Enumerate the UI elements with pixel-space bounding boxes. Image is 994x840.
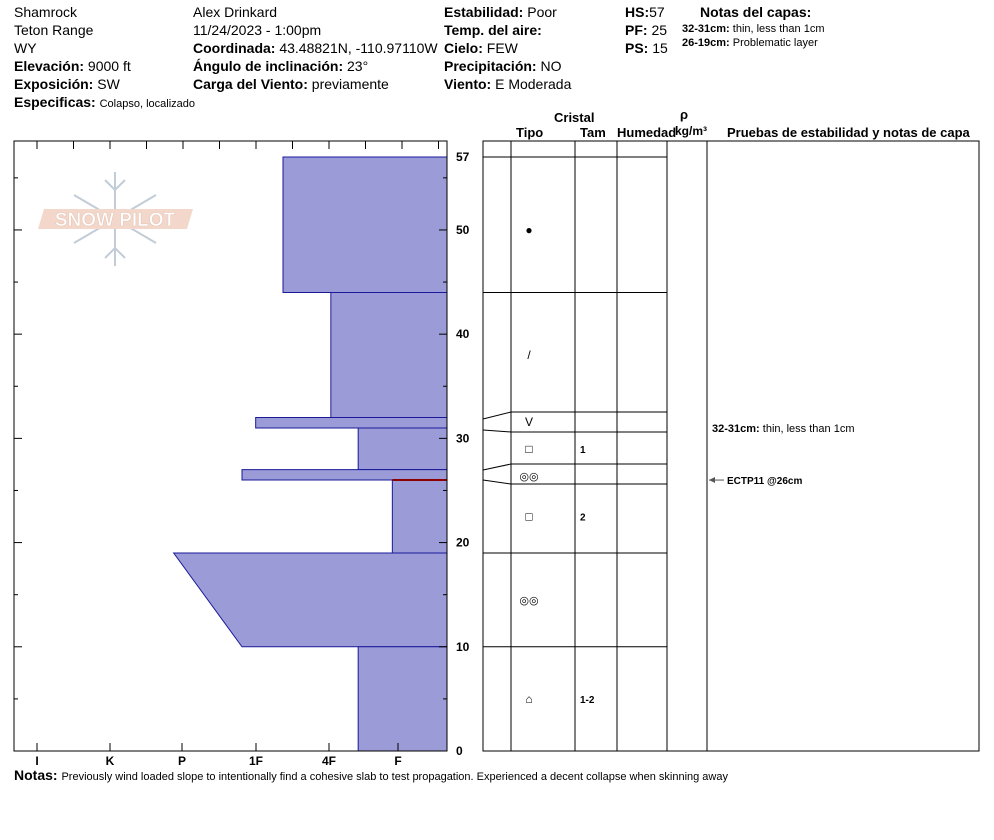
layer-3 [256, 418, 447, 428]
grain-type-8: ⌂ [525, 691, 533, 706]
aspect-value: SW [97, 76, 120, 92]
hardness-tick-label-K: K [105, 754, 115, 768]
slope-angle-label: Ángulo de inclinación: [193, 58, 344, 74]
coordinates-value: 43.48821N, -110.97110W [279, 40, 438, 56]
col-tipo-header: Tipo [516, 125, 544, 140]
depth-label-20: 20 [456, 535, 470, 550]
precipitation-value: NO [540, 58, 562, 74]
col-density-unit: kg/m³ [675, 124, 708, 138]
layer-2 [331, 292, 447, 417]
slope-angle-value: 23° [347, 58, 369, 74]
grain-type-4: □ [525, 442, 533, 456]
specifics-value: Colapso, localizado [99, 98, 195, 110]
aspect-label: Exposición: [14, 76, 94, 92]
col-density-symbol: ρ [680, 107, 689, 122]
grain-size-6: 2 [580, 512, 586, 524]
col-tests-header: Pruebas de estabilidad y notas de capa [727, 125, 970, 140]
state: WY [14, 40, 37, 56]
air-temp-label: Temp. del aire: [444, 22, 542, 38]
table-frame [483, 141, 979, 751]
grain-type-5: ◎◎ [519, 471, 539, 483]
wind-label: Viento: [444, 76, 492, 92]
depth-label-0: 0 [456, 744, 463, 758]
depth-label-30: 30 [456, 431, 470, 446]
hardness-tick-label-P: P [177, 754, 187, 768]
elevation-value: 9000 ft [87, 58, 131, 74]
col-tam-header: Tam [580, 125, 606, 140]
depth-label-10: 10 [456, 639, 470, 654]
layer-5 [242, 470, 447, 480]
wind-loading-value: previamente [311, 76, 389, 92]
grain-type-3: V [524, 415, 534, 429]
grain-type-6: □ [525, 509, 533, 524]
observer-name: Alex Drinkard [193, 4, 278, 20]
layer-notes-title: Notas del capas: [700, 4, 812, 20]
layer-7 [174, 553, 447, 647]
precipitation-label: Precipitación: [444, 58, 537, 74]
observation-datetime: 11/24/2023 - 1:00pm [193, 22, 322, 38]
layer-note-2-text: Problematic layer [732, 37, 818, 49]
hardness-tick-label-4F: 4F [321, 754, 337, 768]
layer-8 [358, 647, 447, 751]
layer-comment-text: thin, less than 1cm [762, 423, 855, 435]
hs-value: 57 [649, 4, 665, 20]
sky-label: Cielo: [444, 40, 483, 56]
stability-value: Poor [527, 4, 557, 20]
location-name: Shamrock [14, 4, 78, 20]
col-cristal-header: Cristal [554, 110, 595, 125]
test-arrowhead-1 [709, 477, 715, 483]
grain-type-2: / [527, 348, 531, 362]
notes-label: Notas: [14, 767, 58, 783]
grain-size-8: 1-2 [580, 694, 595, 706]
col-humedad-header: Humedad [617, 125, 677, 140]
specifics-label: Especificas: [14, 94, 96, 110]
coordinates-label: Coordinada: [193, 40, 276, 56]
layer-6 [392, 480, 447, 553]
grain-size-4: 1 [580, 445, 586, 456]
notes-text: Previously wind loaded slope to intentionally find a cohesive slab to test propagation. Experienced a decent collapse when skinning away [61, 771, 728, 783]
layer-note-1-range: 32-31cm: [682, 23, 730, 35]
layer-4 [358, 428, 447, 470]
notes-section [14, 766, 728, 786]
grain-type-1: ● [525, 222, 533, 237]
pf-label: PF: [625, 22, 648, 38]
hardness-tick-label-F: F [394, 754, 402, 768]
sky-value: FEW [486, 40, 518, 56]
pf-value: 25 [651, 22, 668, 38]
depth-label-57: 57 [456, 150, 470, 164]
hardness-tick-label-I: I [35, 754, 39, 768]
hardness-tick-label-1F: 1F [248, 754, 264, 768]
grain-type-7: ◎◎ [519, 594, 539, 607]
stability-label: Estabilidad: [444, 4, 524, 20]
logo-text: SNOW PILOT [54, 210, 176, 231]
mountain-range: Teton Range [14, 22, 94, 38]
ps-value: 15 [652, 40, 668, 56]
hs-label: HS: [625, 4, 650, 20]
ps-label: PS: [625, 40, 649, 56]
wind-value: E Moderada [495, 76, 572, 92]
layer-note-2-range: 26-19cm: [682, 37, 730, 49]
wind-loading-label: Carga del Viento: [193, 76, 308, 92]
snowpilot-logo [38, 172, 193, 266]
layer-comment-1 [712, 423, 854, 435]
elevation-label: Elevación: [14, 58, 85, 74]
depth-label-40: 40 [456, 327, 470, 342]
test-result-1: ECTP11 @26cm [727, 476, 803, 488]
layer-comment-range: 32-31cm: [712, 423, 763, 435]
layer-1 [283, 157, 447, 292]
depth-label-50: 50 [456, 222, 470, 237]
layer-note-1-text: thin, less than 1cm [732, 23, 825, 35]
